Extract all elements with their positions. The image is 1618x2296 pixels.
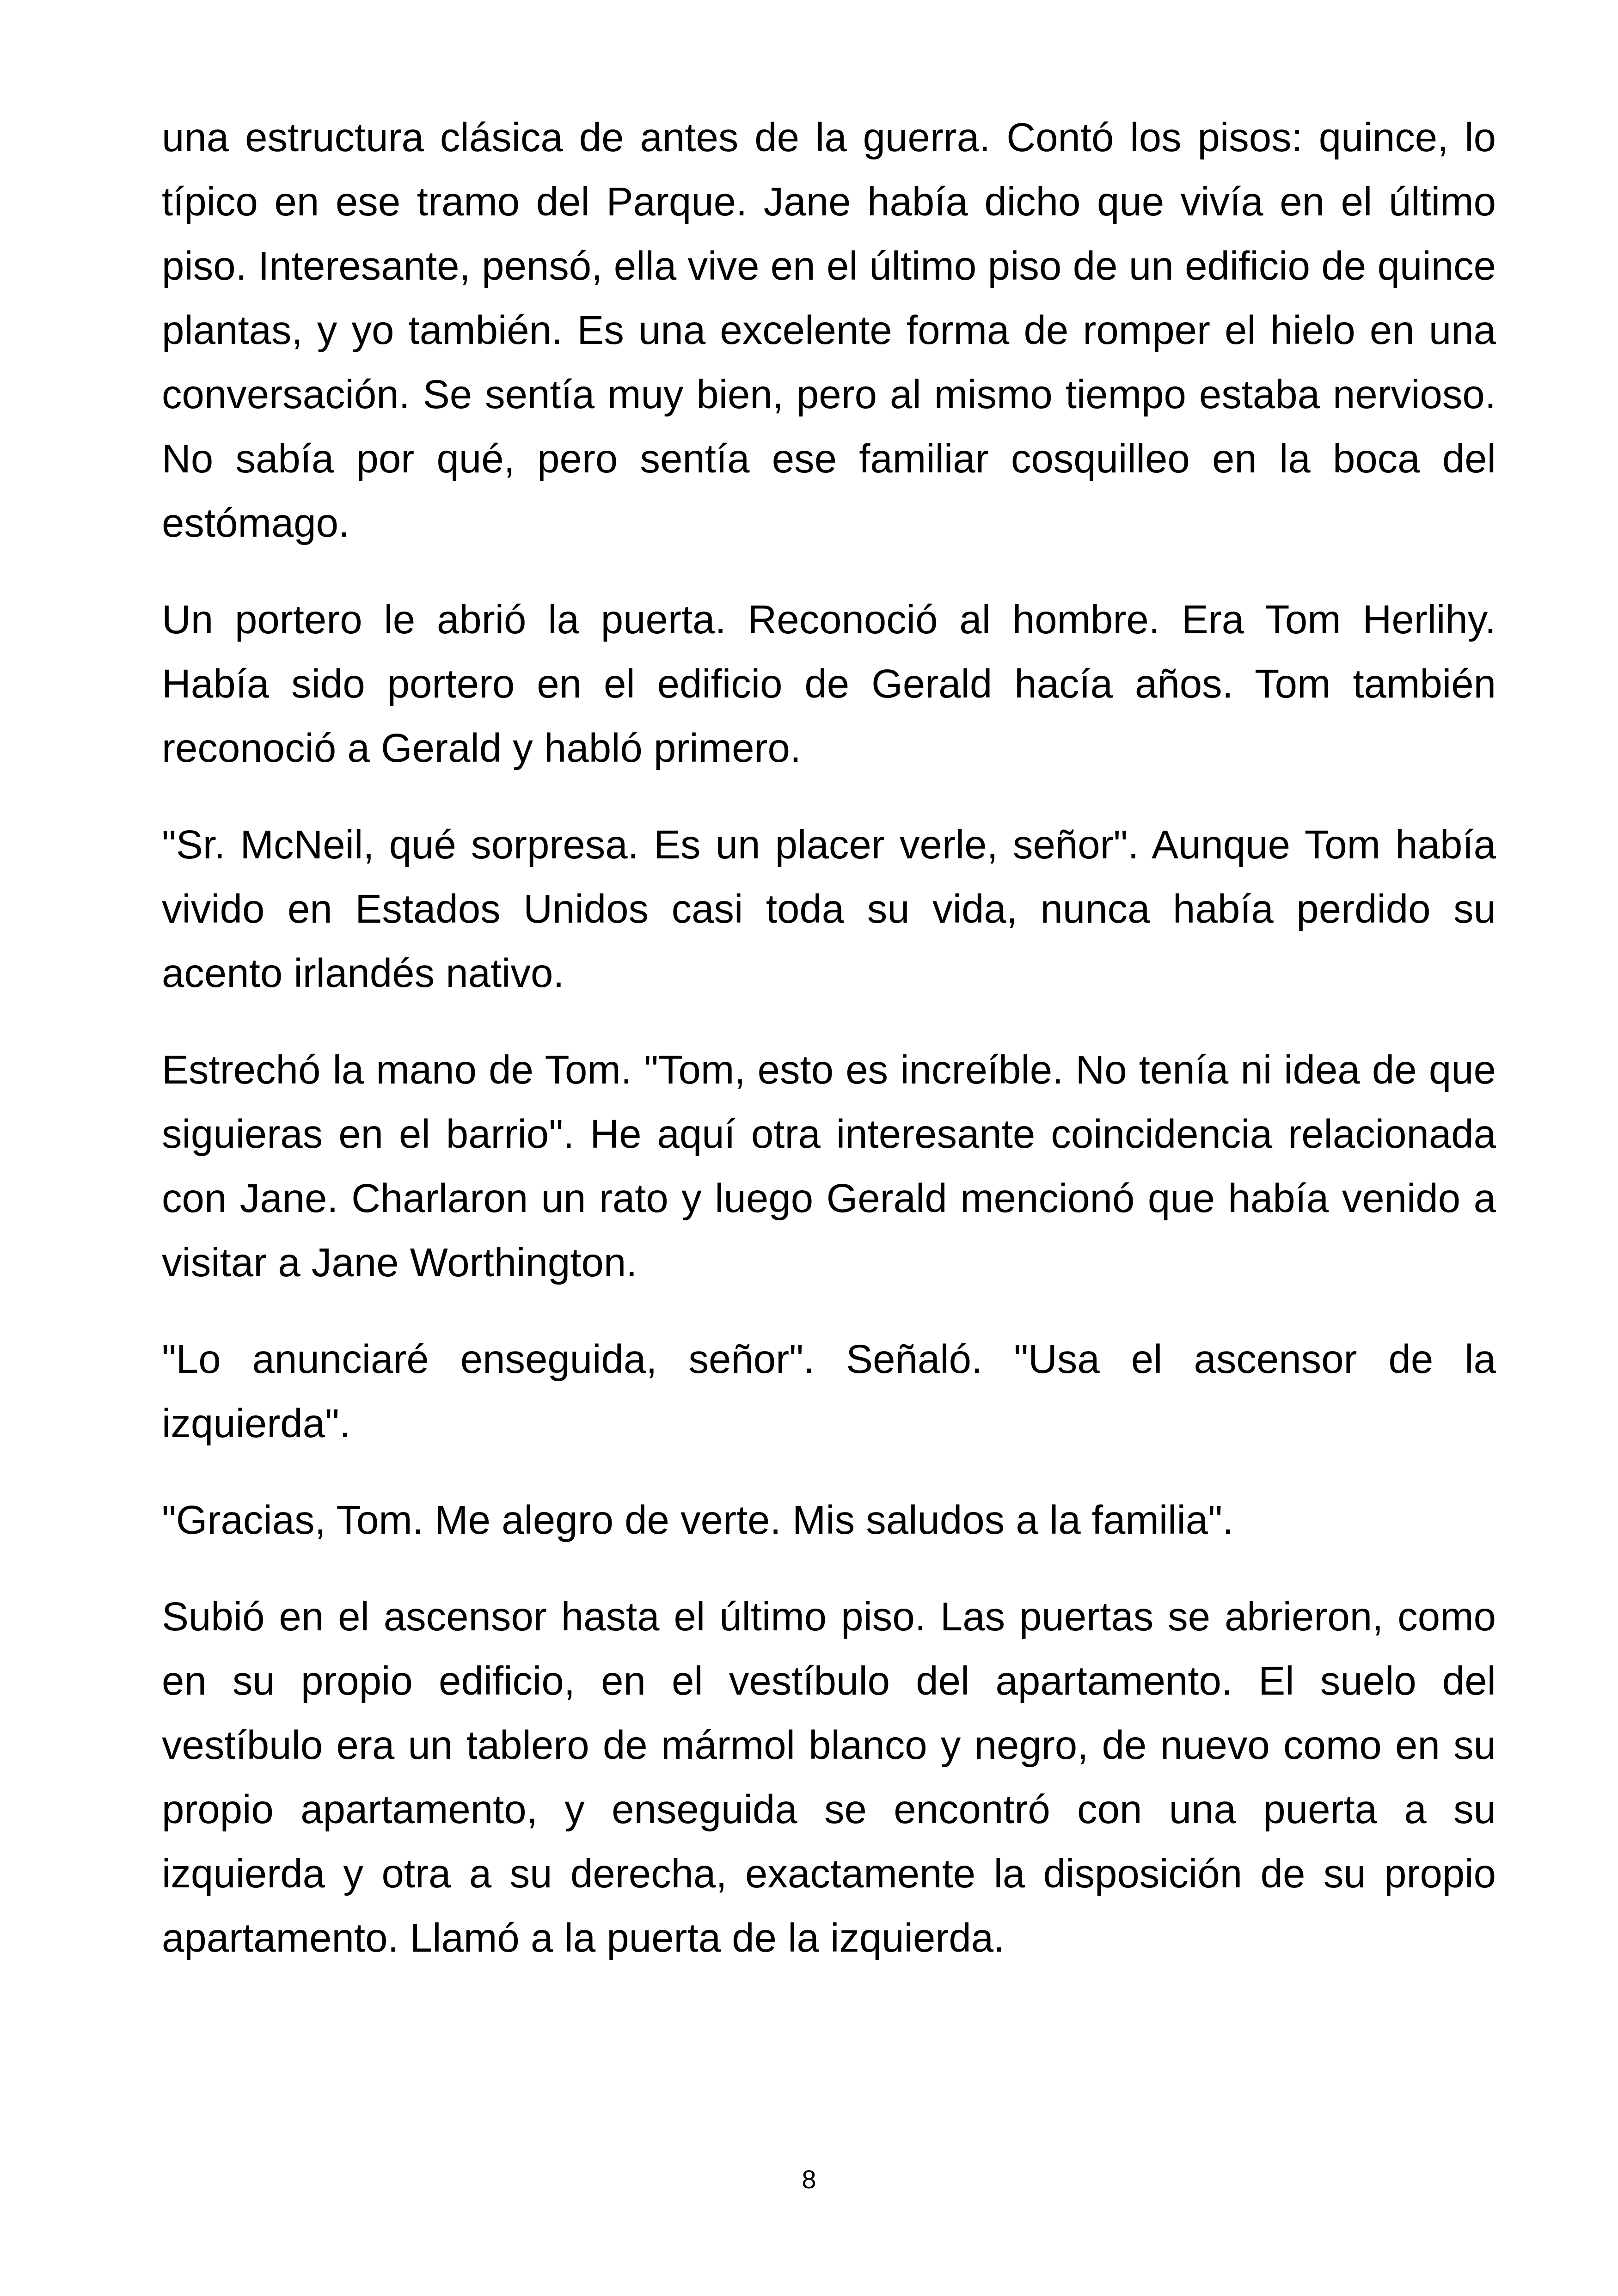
paragraph: "Lo anunciaré enseguida, señor". Señaló. "Usa el ascensor de la izquierda".: [162, 1337, 1496, 1446]
paragraph: "Sr. McNeil, qué sorpresa. Es un placer verle, señor". Aunque Tom había vivido en Estados Unidos casi toda su vida, nunca había perdido su acento irlandés nativo.: [162, 822, 1496, 996]
paragraph: "Gracias, Tom. Me alegro de verte. Mis saludos a la familia".: [162, 1498, 1234, 1543]
paragraph: Un portero le abrió la puerta. Reconoció al hombre. Era Tom Herlihy. Había sido portero en el edificio de Gerald hacía años. Tom también reconoció a Gerald y habló primero.: [162, 597, 1496, 771]
body-text: [162, 105, 1496, 2002]
paragraph: Subió en el ascensor hasta el último piso. Las puertas se abrieron, como en su propio edificio, en el vestíbulo del apartamento. El suelo del vestíbulo era un tablero de mármol blanco y negro, de nuevo como en su propio apartamento, y enseguida se encontró con una puerta a su izquierda y otra a su derecha, exactamente la disposición de su propio apartamento. Llamó a la puerta de la izquierda.: [162, 1594, 1496, 1960]
page-number: 8: [802, 2165, 816, 2194]
paragraph: una estructura clásica de antes de la guerra. Contó los pisos: quince, lo típico en ese tramo del Parque. Jane había dicho que vivía en el último piso. Interesante, pensó, ella vive en el último piso de un edificio de quince plantas, y yo también. Es una excelente forma de romper el hielo en una conversación. Se sentía muy bien, pero al mismo tiempo estaba nervioso. No sabía por qué, pero sentía ese familiar cosquilleo en la boca del estómago.: [162, 115, 1496, 545]
paragraph: Estrechó la mano de Tom. "Tom, esto es increíble. No tenía ni idea de que siguieras en el barrio". He aquí otra interesante coincidencia relacionada con Jane. Charlaron un rato y luego Gerald mencionó que había venido a visitar a Jane Worthington.: [162, 1047, 1496, 1285]
